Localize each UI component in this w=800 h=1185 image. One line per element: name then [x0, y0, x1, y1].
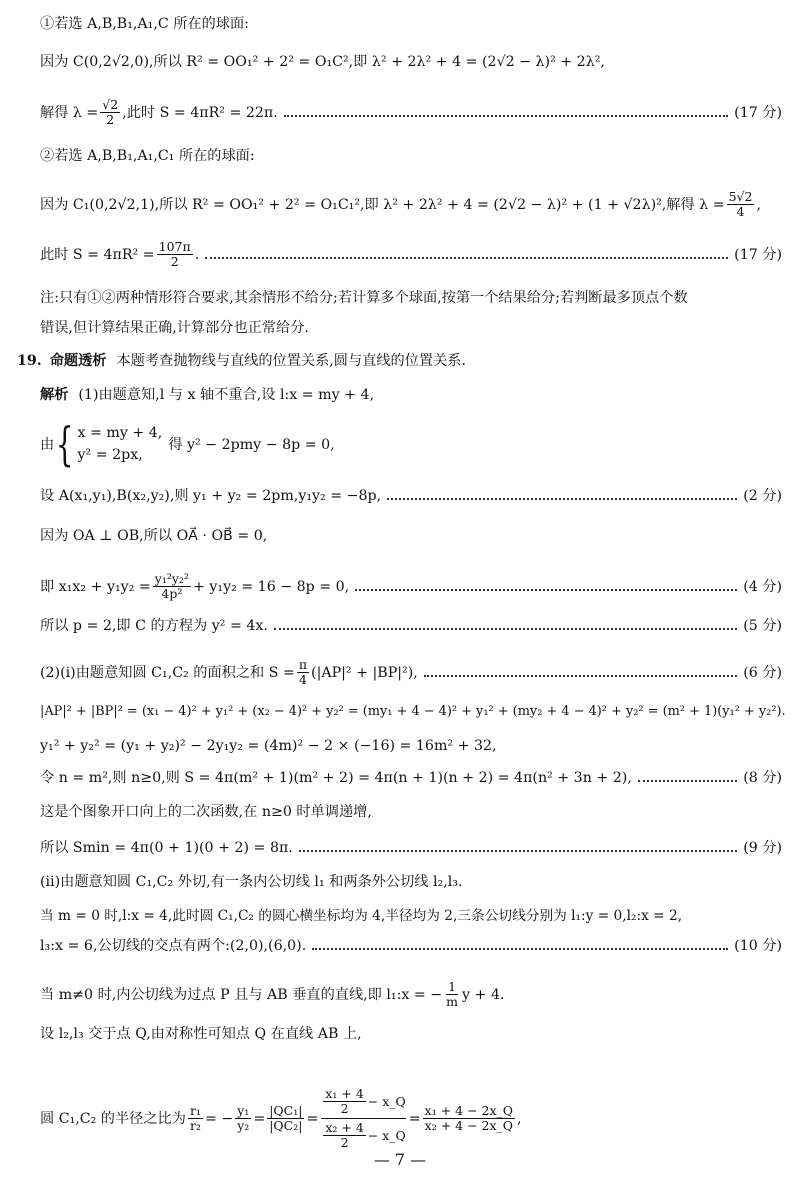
perpendicular-line: 因为 OA ⊥ OB,所以 OA⃗ · OB⃗ = 0,	[40, 528, 268, 544]
score-label: (2 分)	[743, 488, 782, 504]
fraction: $\frac{\text{x₁ + 4 − 2x\_Q}}{\text{x₂ + 4 − 2x\_Q}}$	[424, 1103, 514, 1133]
monotonic-line: 这是个图象开口向上的二次函数,在 n≥0 时单调递增,	[40, 804, 372, 820]
dot-leader	[638, 780, 737, 782]
case-m-nonzero-line: 当 m≠0 时,内公切线为过点 P 且与 AB 垂直的直线,即 l₁:x = − $\frac{1}{m}$ y + 4.	[40, 979, 505, 1009]
radius-ratio-line: 圆 C₁,C₂ 的半径之比为 $\frac{\text{r₁}}{\text{r₂}}$ = − $\frac{\text{y₁}}{\text{y₂}}$ = $\frac{\text{|QC₁|}}{\text{|QC₂|}}$ = $\frac{\text{x₁ + 4}}{2}$ − x_Q $\frac{\text{x₂ + 4}}{2}$ − x_Q = $\frac{\text{x₁ + 4 − 2x\_Q}}{\text{x₂ + 4 − 2x\_Q}}$ ,	[40, 1086, 522, 1150]
dot-leader	[424, 675, 737, 677]
dot-leader	[387, 498, 737, 500]
fraction: $\frac{\text{y₁²y₂²}}{\text{4p²}}$	[154, 571, 189, 601]
dot-leader	[355, 589, 737, 591]
page-number: — 7 —	[373, 1150, 427, 1169]
score-label: (5 分)	[743, 618, 782, 634]
compound-fraction: $\frac{\text{x₁ + 4}}{2}$ − x_Q $\frac{\text{x₂ + 4}}{2}$ − x_Q	[321, 1087, 405, 1150]
dot-product-line: 即 x₁x₂ + y₁y₂ = $\frac{\text{y₁²y₂²}}{\text{4p²}}$ + y₁y₂ = 16 − 8p = 0, (4 分)	[40, 571, 782, 601]
question-number: 19.	[17, 353, 42, 369]
area-sum-line: (2)(ⅰ)由题意知圆 C₁,C₂ 的面积之和 S = $\frac{\pi}{4}$ (|AP|² + |BP|²), (6 分)	[40, 657, 782, 687]
equation-of-c-line: 所以 p = 2,即 C 的方程为 y² = 4x. (5 分)	[40, 618, 782, 634]
score-label: (4 分)	[743, 578, 782, 595]
note-line-1: 注:只有①②两种情形符合要求,其余情形不给分;若计算多个球面,按第一个结果给分;若判断最多顶点个数	[40, 290, 688, 306]
dot-leader	[274, 628, 737, 630]
score-label: (10 分)	[734, 938, 782, 954]
min-s-line: 所以 Smin = 4π(0 + 1)(0 + 2) = 8π. (9 分)	[40, 840, 782, 856]
tangent-intro: (ⅱ)由题意知圆 C₁,C₂ 外切,有一条内公切线 l₁ 和两条外公切线 l₂,l₃.	[40, 874, 463, 890]
case-m-zero-line-1: 当 m = 0 时,l:x = 4,此时圆 C₁,C₂ 的圆心横坐标均为 4,半径均为 2,三条公切线分别为 l₁:y = 0,l₂:x = 2,	[40, 908, 683, 924]
dot-leader	[205, 257, 728, 259]
analysis-label: 解析	[40, 387, 69, 403]
brace-icon: {	[56, 417, 74, 471]
section-label: 命题透析	[49, 353, 107, 369]
fraction: $\frac{\text{r₁}}{\text{r₂}}$	[189, 1103, 201, 1133]
fraction: $\frac{5√2}{4}$	[728, 189, 753, 219]
analysis-intro: 解析 (1)由题意知,l 与 x 轴不重合,设 l:x = my + 4,	[40, 387, 375, 403]
case-m-zero-line-2: l₃:x = 6,公切线的交点有两个:(2,0),(6,0). (10 分)	[40, 938, 782, 954]
case-1-heading: ①若选 A,B,B₁,A₁,C 所在的球面:	[40, 16, 249, 32]
case-1-result: 解得 λ = $\frac{√2}{2}$ ,此时 S = 4πR² = 22π. (17 分)	[40, 97, 782, 127]
case-2-heading: ②若选 A,B,B₁,A₁,C₁ 所在的球面:	[40, 148, 255, 164]
ap-bp-expansion: |AP|² + |BP|² = (x₁ − 4)² + y₁² + (x₂ − 4)² + y₂² = (my₁ + 4 − 4)² + y₁² + (my₂ + 4 − 4)² + y₂² = (m² + 1)(y₁² + y₂²).	[40, 704, 786, 719]
dot-leader	[312, 948, 728, 950]
score-label: (6 分)	[743, 664, 782, 681]
fraction: $\frac{\pi}{4}$	[298, 657, 308, 687]
vieta-line: 设 A(x₁,y₁),B(x₂,y₂),则 y₁ + y₂ = 2pm,y₁y₂ = −8p, (2 分)	[40, 488, 782, 504]
question-19-header: 19. 命题透析 本题考查抛物线与直线的位置关系,圆与直线的位置关系.	[17, 353, 466, 369]
fraction: $\frac{\text{|QC₁|}}{\text{|QC₂|}}$	[269, 1103, 303, 1133]
equation-system: 由 { x = my + 4, y² = 2px, 得 y² − 2pmy − 8p = 0,	[40, 417, 335, 471]
dot-leader	[299, 850, 737, 852]
note-line-2: 错误,但计算结果正确,计算部分也正常给分.	[40, 320, 309, 336]
score-label: (17 分)	[734, 104, 782, 121]
fraction: $\frac{√2}{2}$	[102, 97, 119, 127]
intersection-q-line: 设 l₂,l₃ 交于点 Q,由对称性可知点 Q 在直线 AB 上,	[40, 1026, 362, 1042]
score-label: (9 分)	[743, 840, 782, 856]
score-label: (17 分)	[734, 246, 782, 263]
case-1-reason: 因为 C(0,2√2,0),所以 R² = OO₁² + 2² = O₁C²,即 λ² + 2λ² + 4 = (2√2 − λ)² + 2λ²,	[40, 54, 605, 70]
case-2-reason: 因为 C₁(0,2√2,1),所以 R² = OO₁² + 2² = O₁C₁²,即 λ² + 2λ² + 4 = (2√2 − λ)² + (1 + √2λ)²,解得 λ = $\frac{5√2}{4}$ ,	[40, 189, 761, 219]
score-label: (8 分)	[743, 770, 782, 786]
y-sum-squares: y₁² + y₂² = (y₁ + y₂)² − 2y₁y₂ = (4m)² − 2 × (−16) = 16m² + 32,	[40, 738, 497, 754]
fraction: $\frac{1}{m}$	[446, 979, 459, 1009]
fraction: $\frac{107\pi}{2}$	[158, 239, 191, 269]
case-2-result: 此时 S = 4πR² = $\frac{107\pi}{2}$ . (17 分)	[40, 239, 782, 269]
fraction: $\frac{\text{y₁}}{\text{y₂}}$	[237, 1103, 250, 1133]
substitution-line: 令 n = m²,则 n≥0,则 S = 4π(m² + 1)(m² + 2) = 4π(n + 1)(n + 2) = 4π(n² + 3n + 2), (8 分)	[40, 770, 782, 786]
dot-leader	[284, 115, 728, 117]
